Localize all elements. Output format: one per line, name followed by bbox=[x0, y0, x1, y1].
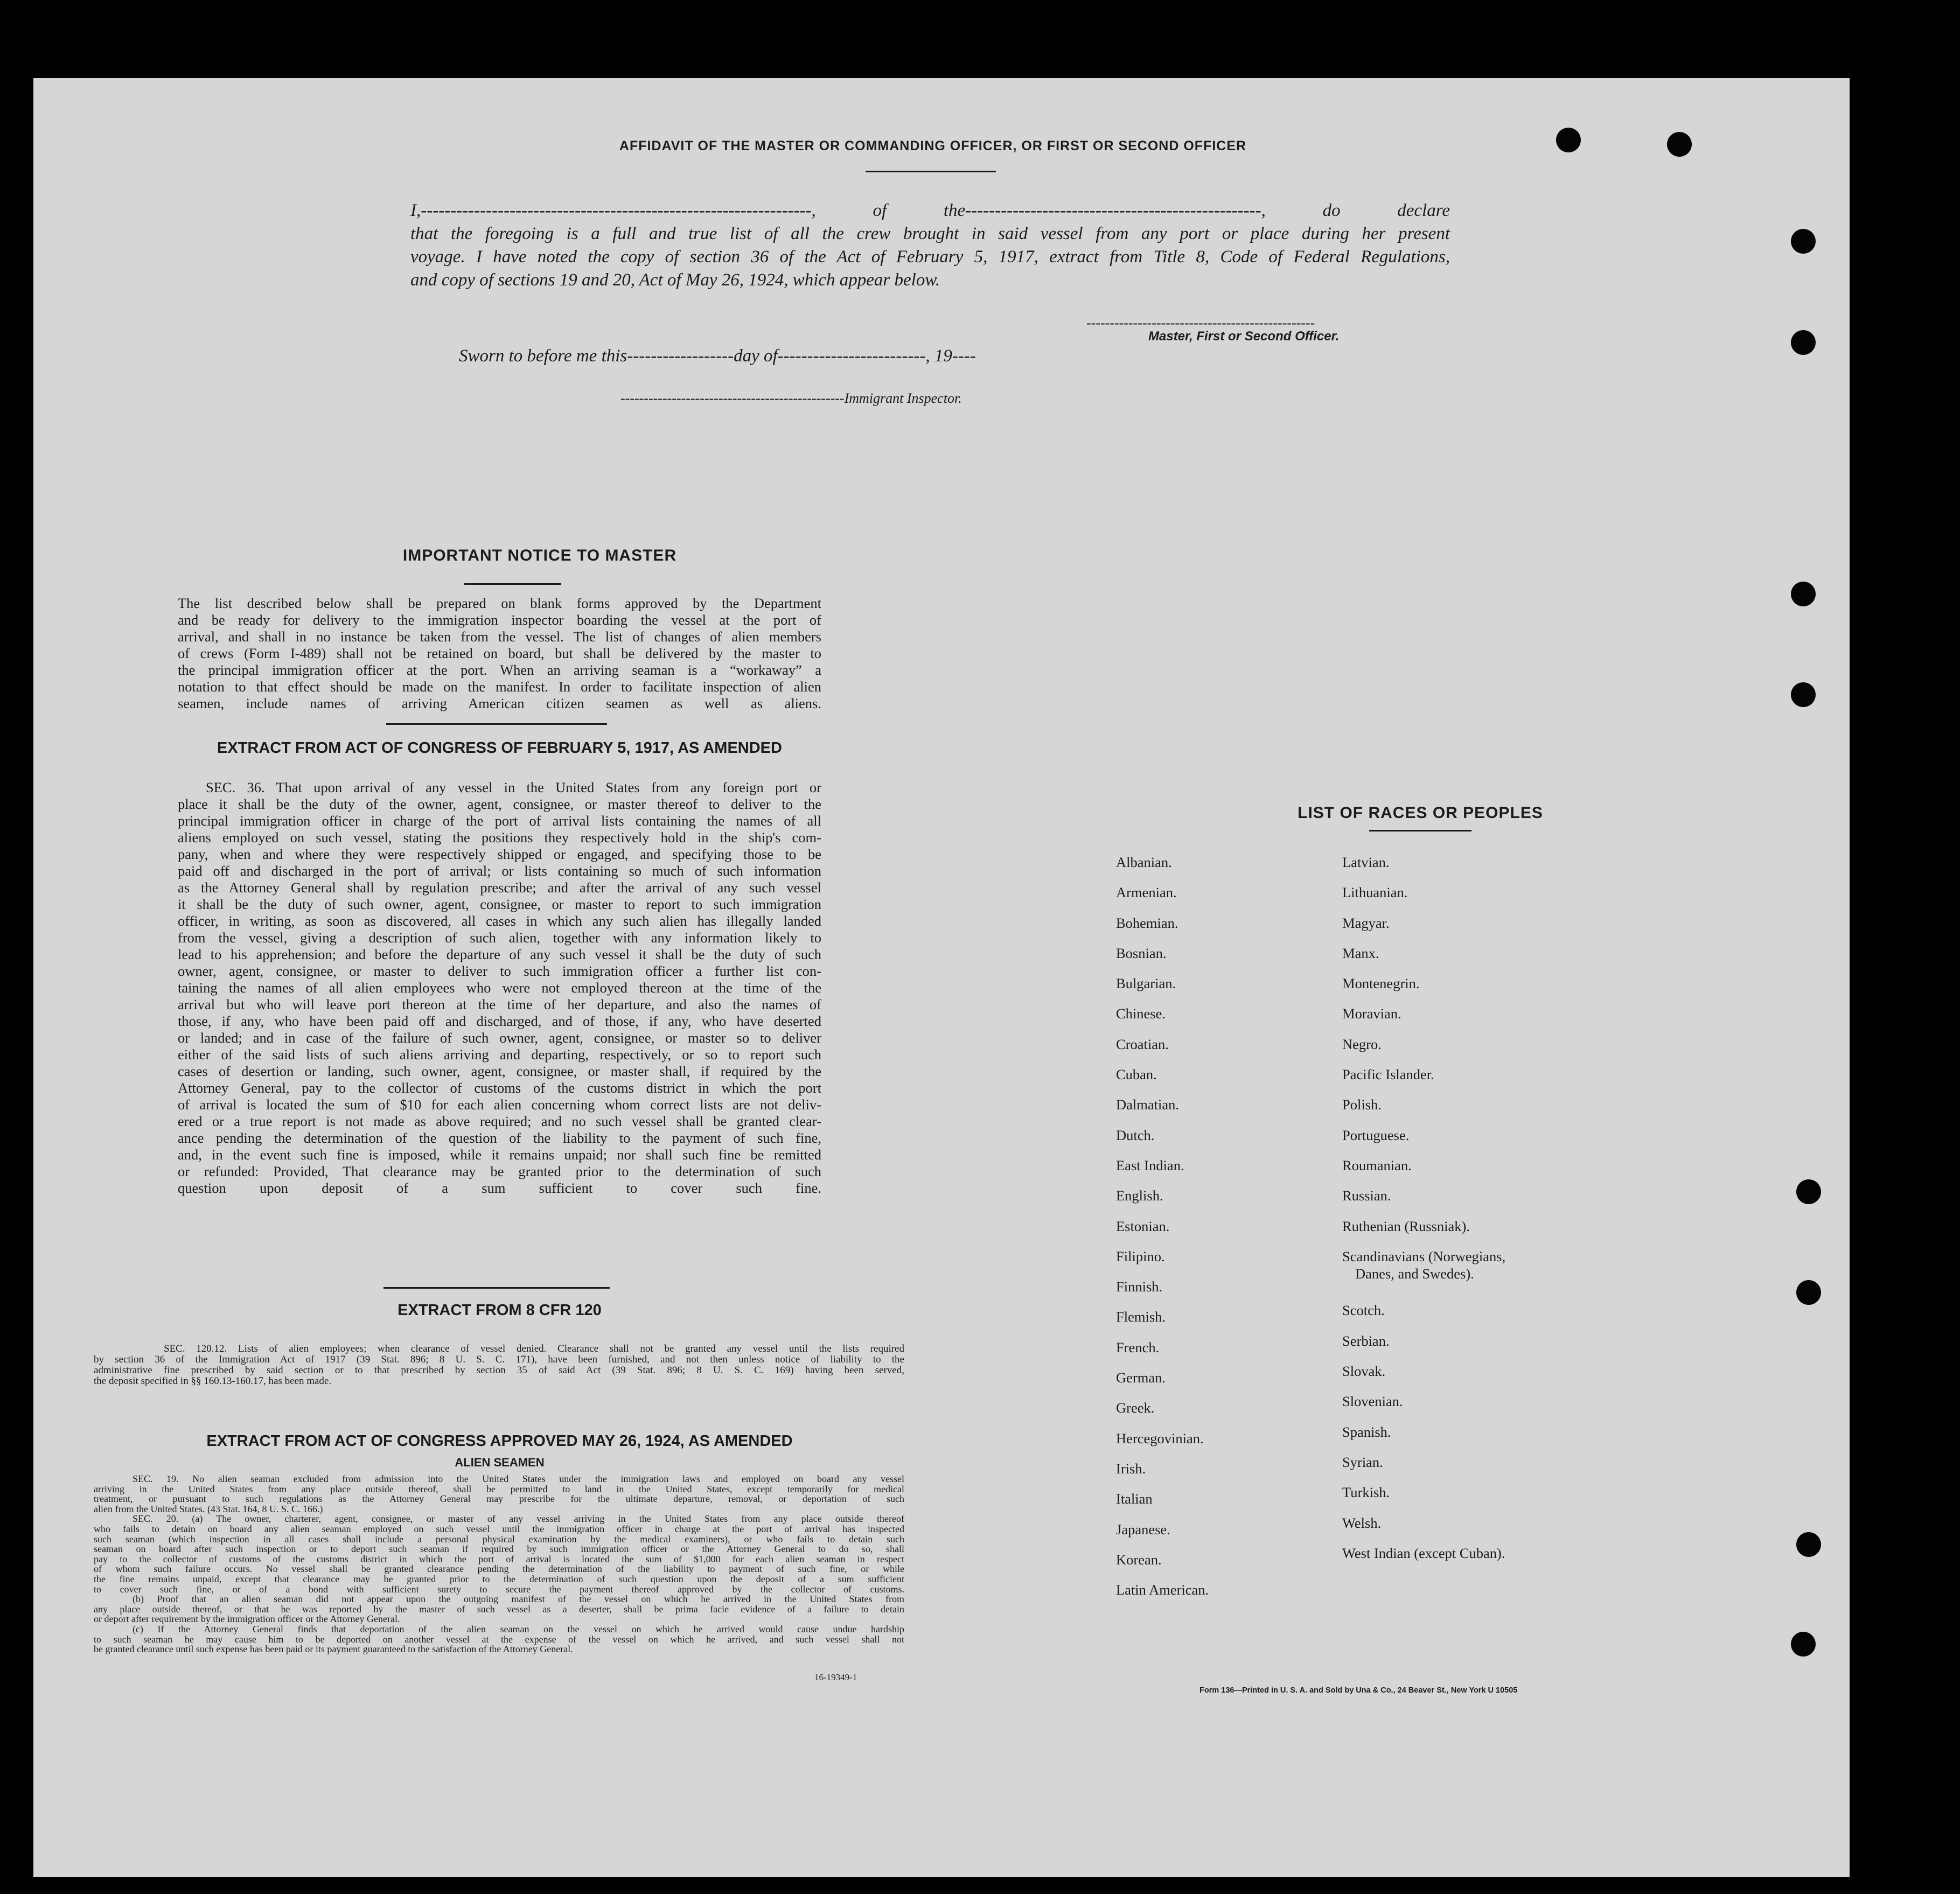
race-item: Manx. bbox=[1342, 945, 1379, 961]
race-item: Dutch. bbox=[1116, 1127, 1155, 1143]
extract-line: place it shall be the duty of the owner, agent, consignee, or master thereof to deliver to the bbox=[178, 796, 821, 812]
races-title: LIST OF RACES OR PEOPLES bbox=[1298, 804, 1543, 822]
extract-line: or deport after requirement by the immigration officer or the Attorney General. bbox=[94, 1613, 400, 1625]
extract-line: SEC. 36. That upon arrival of any vessel in the United States from any foreign port or bbox=[206, 779, 821, 795]
extract-line: (b) Proof that an alien seaman did not appear upon the outgoing manifest of the vessel on which he arrived in the United States from bbox=[132, 1594, 904, 1605]
extract-line: of arrival is located the sum of $10 for each alien concerning whom correct lists are not deliv- bbox=[178, 1096, 821, 1113]
extract-line: of whom such failure occurs. No vessel shall be granted clearance pending the determination of the liability to payment of such fine, or while bbox=[94, 1563, 904, 1575]
notice-title: IMPORTANT NOTICE TO MASTER bbox=[402, 547, 677, 564]
form-code: 16-19349-1 bbox=[814, 1672, 857, 1682]
race-item: Bosnian. bbox=[1116, 945, 1167, 961]
race-item: Ruthenian (Russniak). bbox=[1342, 1218, 1470, 1234]
race-item: Armenian. bbox=[1116, 884, 1177, 901]
races-column-right bbox=[1342, 847, 1505, 1568]
race-item: Dalmatian. bbox=[1116, 1096, 1179, 1113]
divider bbox=[383, 1287, 610, 1289]
extract-line: to such seaman he may cause him to be deported on another vessel at the expense of the vessel on which he arrived, and such vessel shall not bbox=[94, 1633, 904, 1645]
extract-line: as the Attorney General shall by regulation prescribe; and after the arrival of any such vessel bbox=[178, 879, 821, 896]
race-item bbox=[1342, 1241, 1505, 1296]
extract-cfr-title: EXTRACT FROM 8 CFR 120 bbox=[397, 1302, 602, 1319]
race-item: Slovenian. bbox=[1342, 1393, 1403, 1410]
extract-line: (c) If the Attorney General finds that deportation of the alien seaman on the vessel on which he arrived would cause undue hardship bbox=[132, 1623, 904, 1634]
race-item: Finnish. bbox=[1116, 1278, 1163, 1295]
punch-hole bbox=[1796, 1280, 1821, 1305]
notice-line: of crews (Form I-489) shall not be retained on board, but shall be delivered by the master to bbox=[178, 645, 821, 661]
notice-line: the principal immigration officer at the port. When an arriving seaman is a “workaway” a bbox=[178, 662, 821, 678]
race-item: Welsh. bbox=[1342, 1514, 1382, 1531]
extract-line: by section 36 of the Immigration Act of 1917 (39 Stat. 896; 8 U. S. C. 171), have been furnished, and not then unless notice of liability to the bbox=[94, 1354, 904, 1365]
extract-line: ance pending the determination of the question of the liability to the payment of such fine, bbox=[178, 1130, 821, 1146]
extract-line: the fine remains unpaid, except that clearance may be granted prior to the determination of such question upon the deposit of a sum sufficient bbox=[94, 1573, 904, 1584]
extract-line: SEC. 19. No alien seaman excluded from admission into the United States under the immigration laws and employed on board any vessel bbox=[132, 1473, 904, 1484]
punch-hole bbox=[1791, 330, 1816, 355]
extract-1924-subtitle: ALIEN SEAMEN bbox=[455, 1456, 545, 1469]
extract-line: such seaman (which inspection in all cases shall include a personal physical examination by the medical examiners), or who fails to detain such bbox=[94, 1533, 904, 1544]
race-item: Scotch. bbox=[1342, 1302, 1385, 1319]
extract-line: administrative fine prescribed by said section or to that prescribed by section 35 of said Act (39 Stat. 896; 8 U. S. C. 169) having been served, bbox=[94, 1365, 904, 1376]
notice-paragraph bbox=[178, 595, 821, 712]
extract-line: owner, agent, consignee, or master to deliver to such immigration officer a further list con- bbox=[178, 963, 821, 979]
extract-line: the deposit specified in §§ 160.13-160.17, has been made. bbox=[94, 1375, 332, 1387]
race-item-line: Scandinavians (Norwegians, bbox=[1342, 1248, 1506, 1264]
extract-line: lead to his apprehension; and before the departure of any such vessel it shall be the duty of such bbox=[178, 946, 821, 962]
race-item: German. bbox=[1116, 1369, 1166, 1386]
extract-line: cases of desertion or landing, such owner, agent, consignee, or master shall, if required by the bbox=[178, 1063, 821, 1079]
race-item: Polish. bbox=[1342, 1096, 1382, 1113]
punch-hole bbox=[1796, 1532, 1821, 1557]
race-item: Turkish. bbox=[1342, 1484, 1390, 1501]
printer-imprint: Form 136—Printed in U. S. A. and Sold by Una & Co., 24 Beaver St., New York U 10505 bbox=[1199, 1686, 1518, 1695]
extract-line: it shall be the duty of such owner, agent, consignee, or master to report to such immigration bbox=[178, 896, 821, 912]
extract-line: pay to the collector of customs of the customs district in which the port of arrival is located the sum of $1,000 for each alien seaman in respect bbox=[94, 1553, 904, 1564]
extract-line: arrival but who will leave port thereon at the time of her departure, and also the names of bbox=[178, 996, 821, 1012]
race-item: Italian bbox=[1116, 1491, 1153, 1507]
divider bbox=[866, 171, 996, 172]
extract-1924-title: EXTRACT FROM ACT OF CONGRESS APPROVED MAY 26, 1924, AS AMENDED bbox=[206, 1432, 793, 1450]
race-item: Albanian. bbox=[1116, 854, 1172, 870]
punch-hole bbox=[1791, 1632, 1816, 1657]
document-page bbox=[33, 78, 1850, 1877]
extract-line: SEC. 20. (a) The owner, charterer, agent, consignee, or master of any vessel arriving in the United States from any place outside thereof bbox=[132, 1513, 904, 1525]
race-item: Russian. bbox=[1342, 1187, 1391, 1204]
race-item: French. bbox=[1116, 1339, 1160, 1355]
notice-line: arrival, and shall in no instance be taken from the vessel. The list of changes of alien members bbox=[178, 628, 821, 645]
race-item: Slovak. bbox=[1342, 1363, 1386, 1380]
race-item: Roumanian. bbox=[1342, 1157, 1412, 1173]
extract-line: arriving in the United States from any place outside thereof, shall be permitted to land in the United States, except temporarily for medical bbox=[94, 1483, 904, 1494]
extract-line: any place outside thereof, or that he was reported by the master of such vessel as a deserter, shall be prima facie evidence of a failure to detain bbox=[94, 1603, 904, 1615]
extract-line: who fails to detain on board any alien seaman employed on such vessel until the immigration officer in charge at the port of arrival has inspected bbox=[94, 1523, 904, 1534]
extract-line: Attorney General, pay to the collector of customs of the customs district in which the port bbox=[178, 1080, 821, 1096]
extract-line: and, in the event such fine is imposed, while it remains unpaid; nor shall such fine be remitted bbox=[178, 1147, 821, 1163]
notice-line: notation to that effect should be made on the manifest. In order to facilitate inspection of alien bbox=[178, 679, 821, 695]
inspector-line: ------------------------------------------------Immigrant Inspector. bbox=[620, 390, 962, 406]
divider bbox=[386, 723, 607, 725]
affidavit-title: AFFIDAVIT OF THE MASTER OR COMMANDING OFFICER, OR FIRST OR SECOND OFFICER bbox=[619, 138, 1247, 153]
race-item: Cuban. bbox=[1116, 1066, 1157, 1083]
punch-hole bbox=[1667, 132, 1692, 157]
extract-line: officer, in writing, as soon as discovered, all cases in which any such alien has illegally landed bbox=[178, 913, 821, 929]
race-item: Bulgarian. bbox=[1116, 975, 1176, 992]
extract-line: paid off and discharged in the port of arrival; or lists containing so much of such information bbox=[178, 863, 821, 879]
race-item: Montenegrin. bbox=[1342, 975, 1420, 992]
extract-line: to cover such fine, or of a bond with sufficient surety to secure the payment thereof approved by the collector of customs. bbox=[94, 1583, 904, 1595]
race-item: Filipino. bbox=[1116, 1248, 1165, 1264]
race-item: English. bbox=[1116, 1187, 1163, 1204]
affidavit-text-line: that the foregoing is a full and true list of all the crew brought in said vessel from any port or place during her present bbox=[410, 224, 1450, 243]
race-item: Magyar. bbox=[1342, 914, 1390, 931]
extract-1917-title: EXTRACT FROM ACT OF CONGRESS OF FEBRUARY 5, 1917, AS AMENDED bbox=[217, 739, 782, 757]
race-item: Flemish. bbox=[1116, 1309, 1166, 1325]
races-column-left bbox=[1116, 847, 1209, 1605]
extract-line: alien from the United States. (43 Stat. 164, 8 U. S. C. 166.) bbox=[94, 1503, 323, 1514]
race-item: Chinese. bbox=[1116, 1005, 1166, 1022]
race-item: Pacific Islander. bbox=[1342, 1066, 1434, 1083]
signature-caption: Master, First or Second Officer. bbox=[1148, 329, 1340, 344]
punch-hole bbox=[1796, 1179, 1821, 1204]
race-item: Bohemian. bbox=[1116, 914, 1178, 931]
race-item: Japanese. bbox=[1116, 1521, 1170, 1537]
extract-1924-body bbox=[94, 1474, 904, 1654]
race-item: Croatian. bbox=[1116, 1036, 1169, 1052]
extract-line: from the vessel, giving a description of such alien, together with any information likely to bbox=[178, 929, 821, 946]
race-item: Latin American. bbox=[1116, 1582, 1209, 1598]
extract-line: or refunded: Provided, That clearance may be granted prior to the determination of such bbox=[178, 1163, 821, 1179]
race-item: Estonian. bbox=[1116, 1218, 1170, 1234]
race-item: Lithuanian. bbox=[1342, 884, 1408, 901]
race-item: Korean. bbox=[1116, 1551, 1162, 1568]
extract-line: treatment, or pursuant to such regulations as the Attorney General may prescribe for the ultimate departure, removal, or deportation of such bbox=[94, 1493, 904, 1505]
extract-line: either of the said lists of such aliens arriving and departing, respectively, or so to report such bbox=[178, 1046, 821, 1063]
race-item: East Indian. bbox=[1116, 1157, 1184, 1173]
race-item: Irish. bbox=[1116, 1460, 1146, 1477]
race-item: Syrian. bbox=[1342, 1453, 1383, 1470]
race-item: Serbian. bbox=[1342, 1332, 1390, 1349]
extract-line: seaman on board after such inspection or to deport such seaman if required by such immigration officer or the Attorney General to do so, shall bbox=[94, 1543, 904, 1555]
extract-cfr-body bbox=[94, 1344, 904, 1387]
extract-line: those, if any, who have been paid off and discharged, and of those, if any, who have deserted bbox=[178, 1013, 821, 1029]
extract-line: be granted clearance until such expense has been paid or its payment guaranteed to the satisfaction of the Attorney General. bbox=[94, 1644, 573, 1655]
extract-1917-body bbox=[178, 779, 821, 1197]
punch-hole bbox=[1791, 682, 1816, 707]
extract-line: ered or a true report is not made as above required; and no such vessel shall be granted clear- bbox=[178, 1113, 821, 1129]
extract-line: aliens employed on such vessel, stating the positions they respectively hold in the ship's com- bbox=[178, 829, 821, 845]
affidavit-text-line: and copy of sections 19 and 20, Act of May 26, 1924, which appear below. bbox=[410, 270, 940, 290]
race-item: Hercegovinian. bbox=[1116, 1430, 1204, 1446]
extract-line: taining the names of all alien employees who were not employed thereon at the time of the bbox=[178, 980, 821, 996]
sworn-line: Sworn to before me this------------------day of-------------------------, 19---- bbox=[459, 346, 976, 366]
extract-line: SEC. 120.12. Lists of alien employees; when clearance of vessel denied. Clearance shall not be granted any vessel until the lists required bbox=[164, 1343, 904, 1354]
extract-line: principal immigration officer in charge of the port of arrival lists containing the names of all bbox=[178, 813, 821, 829]
notice-line: seamen, include names of arriving American citizen seamen as well as aliens. bbox=[178, 695, 821, 711]
signature-line: ------------------------------------------------- bbox=[1086, 315, 1315, 331]
punch-hole bbox=[1791, 582, 1816, 606]
extract-line: question upon deposit of a sum sufficient to cover such fine. bbox=[178, 1180, 821, 1196]
punch-hole bbox=[1556, 128, 1581, 152]
notice-line: and be ready for delivery to the immigration inspector boarding the vessel at the port of bbox=[178, 612, 821, 628]
race-item: Moravian. bbox=[1342, 1005, 1401, 1022]
race-item: West Indian (except Cuban). bbox=[1342, 1544, 1505, 1561]
race-item: Negro. bbox=[1342, 1036, 1382, 1052]
affidavit-text-line: voyage. I have noted the copy of section 36 of the Act of February 5, 1917, extract from Title 8, Code of Federal Regulations, bbox=[410, 247, 1450, 267]
race-item: Latvian. bbox=[1342, 854, 1390, 870]
race-item-line: Danes, and Swedes). bbox=[1355, 1265, 1474, 1282]
affidavit-body bbox=[410, 199, 1488, 292]
race-item: Portuguese. bbox=[1342, 1127, 1410, 1143]
declaration-line: I,------------------------------------------------------------------, of the--------------------------------------------------, do declare bbox=[410, 201, 1450, 220]
punch-hole bbox=[1791, 229, 1816, 254]
divider bbox=[1369, 830, 1471, 831]
extract-line: or landed; and in case of the failure of such owner, agent, consignee, or master so to deliver bbox=[178, 1030, 821, 1046]
notice-line: The list described below shall be prepared on blank forms approved by the Department bbox=[178, 595, 821, 611]
divider bbox=[464, 583, 561, 585]
race-item: Spanish. bbox=[1342, 1423, 1391, 1440]
race-item: Greek. bbox=[1116, 1400, 1155, 1416]
extract-line: pany, when and where they were respectively shipped or engaged, and specifying those to be bbox=[178, 846, 821, 862]
